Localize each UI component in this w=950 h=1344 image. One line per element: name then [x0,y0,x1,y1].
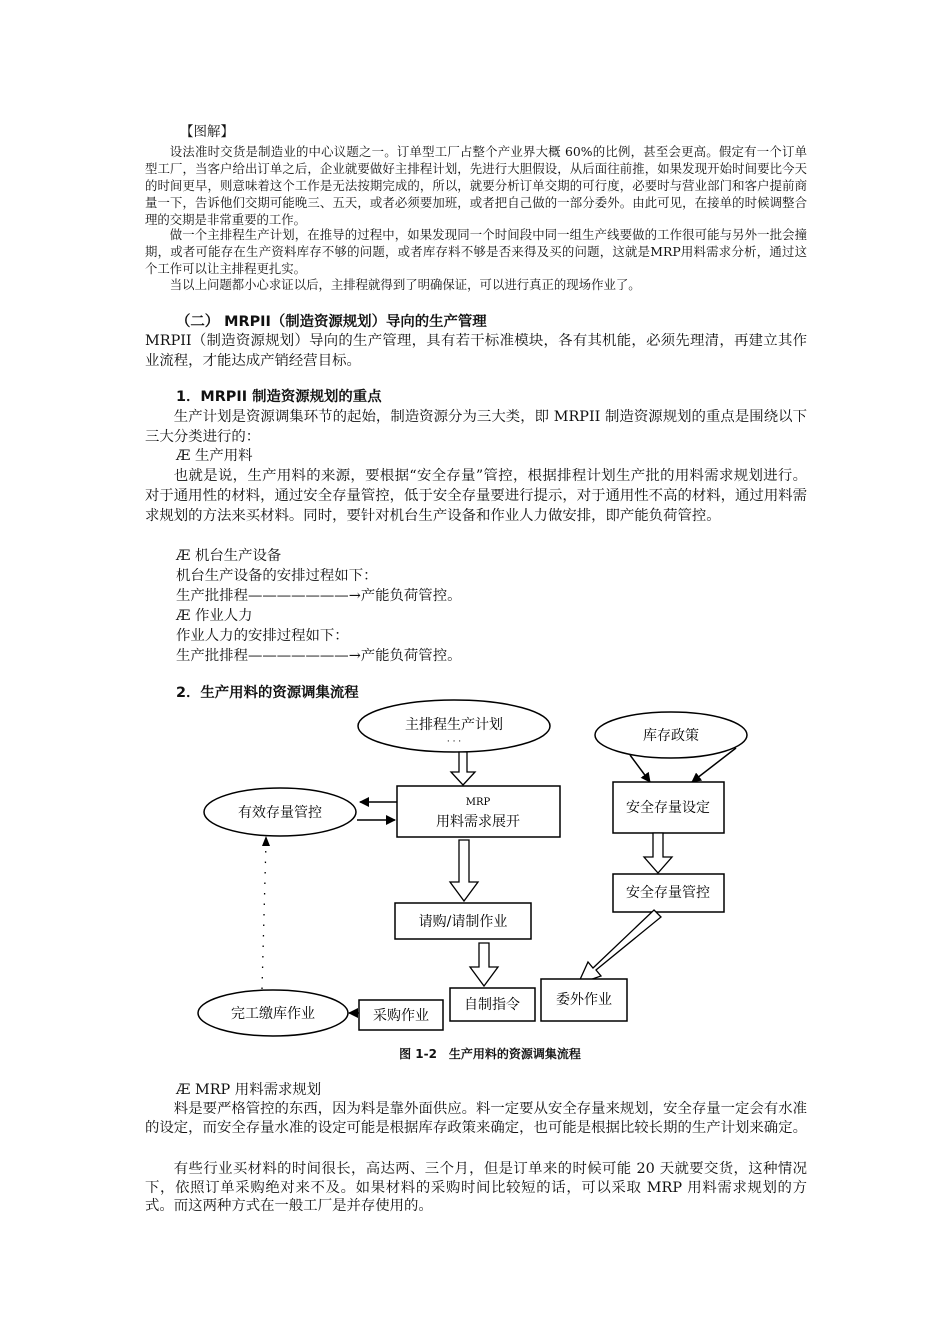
tujie-heading: 【图解】 [180,124,234,140]
mrp-subtitle: 用料需求展开 [436,814,520,830]
safety-control-label: 安全存量管控 [626,885,710,901]
arrow-policy-left [630,755,650,782]
purchasing-node [359,1000,443,1030]
bullet-mrp-planning: Æ MRP 用料需求规划 [176,1082,322,1098]
tujie-paragraph-2: 做一个主排程生产计划，在推导的过程中，如果发现同一个时间段中同一组生产线要做的工作很可能与另外一批会撞期，或者可能存在生产资料库存不够的问题，或者库存料不够是否来得及买的问题，这就是MRP用料需求分析，通过这个工作可以让主排程更扎实。 [145,227,807,276]
machine-intro: 机台生产设备的安排过程如下： [176,568,378,584]
labor-flow: 生产批排程———————→产能负荷管控。 [176,648,462,664]
tujie-paragraph-3: 当以上问题都小心求证以后，主排程就得到了明确保证，可以进行真正的现场作业了。 [169,277,641,292]
hollow-arrow-mrp-to-request [450,840,478,901]
master-schedule-dots: · · · [446,737,462,747]
safety-setting-node [613,782,724,833]
mrp-paragraph-1: 料是要严格管控的东西，因为料是靠外面供应。料一定要从安全存量来规划，安全存量一定会有水准的设定，而安全存量水准的设定可能是根据库存政策来确定，也可能是根据比较长期的生产计划来确定。 [145,1101,807,1136]
mrp-node [397,786,560,837]
bullet-machine-equipment: Æ 机台生产设备 [176,548,282,564]
safety-control-node [613,874,724,912]
outsourcing-label: 委外作业 [556,992,612,1008]
dotted-line-completion-to-effective [262,842,266,989]
inventory-policy-label: 库存政策 [643,728,699,744]
self-order-label: 自制指令 [464,997,520,1013]
purchase-request-label: 请购/请制作业 [418,914,508,930]
master-schedule-node [358,700,550,752]
hollow-arrow-master-to-mrp [451,752,475,785]
sub1-paragraph-1: 生产计划是资源调集环节的起始，制造资源分为三大类，即 MRPII 制造资源规划的重点是围绕以下三大分类进行的： [145,409,807,445]
purchase-request-node [395,903,531,939]
hollow-arrow-request-to-order [470,943,498,986]
sub1-heading: 1．MRPII 制造资源规划的重点 [176,389,382,405]
mrp-paragraph-2: 有些行业买材料的时间很长，高达两、三个月，但是订单来的时候可能 20 天就要交货，这种情况下，依照订单采购绝对来不及。如果材料的采购时间比较短的话，可以采取 MRP 用料需求规划的方式。而这两种方式在一般工厂是并存使用的。 [145,1161,807,1214]
sub1-paragraph-2: 也就是说，生产用料的来源，要根据“安全存量”管控，根据排程计划生产批的用料需求规划进行。对于通用性的材料，通过安全存量管控，低于安全存量要进行提示，对于通用性不高的材料，通过用料需求规划的方法来买材料。同时，要针对机台生产设备和作业人力做安排，即产能负荷管控。 [145,468,807,524]
section-2-heading: （二） MRPII（制造资源规划）导向的生产管理 [176,314,487,330]
effective-control-node [204,788,356,836]
hollow-arrow-control-to-outsourcing [578,910,661,984]
labor-intro: 作业人力的安排过程如下： [176,628,349,644]
purchasing-label: 采购作业 [373,1008,429,1024]
hollow-arrow-setting-to-control [644,833,672,873]
inventory-policy-node [595,712,747,758]
effective-control-label: 有效存量管控 [238,805,322,821]
mrp-title: MRP [465,797,491,808]
bullet-production-material: Æ 生产用料 [176,448,253,464]
outsourcing-node [541,979,627,1021]
sub2-heading: 2．生产用料的资源调集流程 [176,685,359,701]
completion-label: 完工缴库作业 [231,1006,315,1022]
master-schedule-label: 主排程生产计划 [405,717,503,733]
section-2-intro: MRPII（制造资源规划）导向的生产管理，具有若干标准模块，各有其机能，必须先理清，再建立其作业流程，才能达成产销经营目标。 [145,333,807,369]
figure-caption: 图 1-2 生产用料的资源调集流程 [399,1047,581,1061]
safety-setting-label: 安全存量设定 [626,800,710,816]
tujie-paragraph-1: 设法准时交货是制造业的中心议题之一。订单型工厂占整个产业界大概 60%的比例，甚至会更高。假定有一个订单型工厂，当客户给出订单之后，企业就要做好主排程计划，先进行大胆假设，从后面往前推，如果发现开始时间要比今天的时间更早，则意味着这个工作是无法按期完成的，所以，就要分析订单交期的可行度，必要时与营业部门和客户提前商量一下，告诉他们交期可能晚三、五天，或者必须要加班，或者把自己做的一部分委外。由此可见，在接单的时候调整合理的交期是非常重要的工作。 [145,144,807,227]
completion-node [198,990,348,1036]
self-order-node [450,988,535,1021]
machine-flow: 生产批排程———————→产能负荷管控。 [176,588,462,604]
dotted-arrowhead [262,836,270,846]
bullet-labor: Æ 作业人力 [176,608,253,624]
